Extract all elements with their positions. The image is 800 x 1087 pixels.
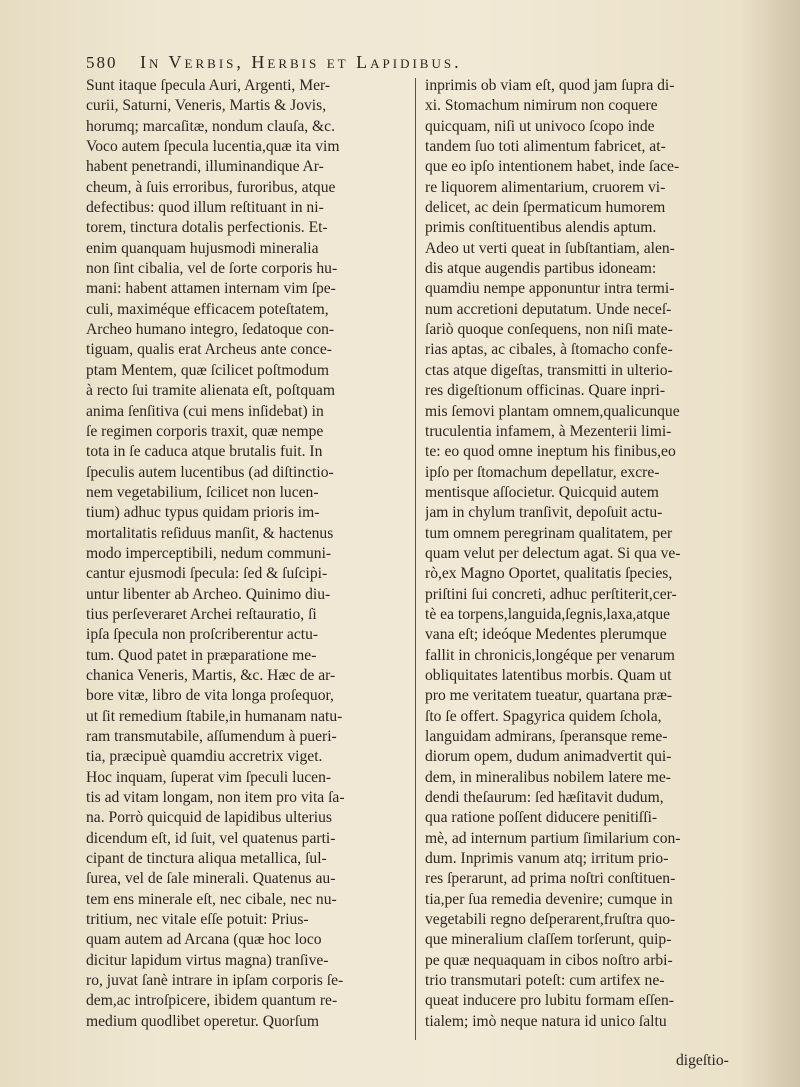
text-line: languidam admirans, ſperansque reme- (425, 728, 668, 745)
text-line: trio transmutari poteſt: cum artifex ne- (425, 972, 665, 990)
text-line: quam autem ad Arcana (quæ hoc loco (86, 931, 322, 949)
catchword: digeſtio- (676, 1052, 729, 1069)
text-line: qua ratione poſſent diducere penitiſſi- (425, 809, 658, 827)
text-line: torem, tinctura dotalis perfectionis. Et- (86, 219, 328, 237)
text-line: mè, ad internum partium ſimilarium con- (425, 829, 681, 847)
text-line: enim quanquam hujusmodi mineralia (86, 239, 319, 257)
right-text-column (425, 76, 725, 1032)
text-line: Sunt itaque ſpecula Auri, Argenti, Mer- (86, 77, 331, 94)
text-line: num accretioni deputatum. Unde neceſ- (425, 300, 672, 318)
left-text-column (86, 76, 410, 1032)
text-line: ut ſit remedium ſtabile,in humanam natu- (86, 707, 343, 725)
text-line: dem, in mineralibus nobilem latere me- (425, 768, 671, 786)
text-line: xi. Stomachum nimirum non coquere (425, 97, 658, 115)
text-line: medium quodlibet operetur. Quorſum (86, 1012, 319, 1030)
text-line: inprimis ob viam eſt, quod jam ſupra di- (425, 77, 675, 94)
text-line: tandem ſuo toti alimentum fabricet, at- (425, 138, 666, 156)
text-line: ſurea, vel de ſale minerali. Quatenus au- (86, 870, 336, 888)
text-line: tritium, nec vitale eſſe potuit: Prius- (86, 911, 309, 929)
text-line: Archeo humano integro, ſedatoque con- (86, 321, 335, 339)
text-line: ptam Mentem, quæ ſcilicet poſtmodum (86, 361, 329, 379)
text-line: tota in ſe caduca atque brutalis fuit. In (86, 443, 323, 461)
text-line: untur libenter ab Archeo. Quinimo diu- (86, 585, 331, 603)
text-line: quam velut per delectum agat. Si qua ve- (425, 544, 681, 562)
text-line: delicet, ac dein ſpermaticum humorem (425, 199, 666, 217)
text-line: vegetabili regno deſperarent,fruſtra quo- (425, 911, 676, 929)
text-line: dicendum eſt, id ſuit, vel quatenus parti- (86, 829, 336, 847)
text-line: nem vegetabilium, ſcilicet non lucen- (86, 483, 319, 501)
text-line: dicitur lapidum virtus magna) tranſive- (86, 951, 329, 969)
text-line: ſariò quoque conſequens, non niſi mate- (425, 321, 673, 339)
text-line: anima ſenſitiva (cui mens inſidebat) in (86, 402, 324, 420)
text-line: tius perſeveraret Archei reſtauratio, ſi (86, 605, 317, 623)
page-edge-shadow (740, 0, 800, 1087)
text-line: horumq; marcaſitæ, nondum clauſa, &c. (86, 117, 336, 135)
text-line: cantur ejusmodi ſpecula: ſed & ſuſcipi- (86, 565, 328, 583)
text-line: tem ens minerale eſt, nec cibale, nec nu- (86, 890, 337, 908)
text-line: dis atque augendis partibus idoneam: (425, 260, 657, 278)
text-line: Adeo ut verti queat in ſubſtantiam, alen- (425, 239, 675, 257)
text-line: jam in chylum tranſivit, depoſuit actu- (425, 504, 663, 522)
text-line: chanica Veneris, Martis, &c. Hæc de ar- (86, 666, 336, 684)
text-line: dum. Inprimis vanum atq; irritum prio- (425, 850, 669, 868)
text-line: que mineralium claſſem torſerunt, quip- (425, 931, 672, 949)
text-line: queat inducere pro lubitu formam eſſen- (425, 992, 674, 1010)
column-divider (415, 78, 416, 1040)
text-line: tia,per ſua remedia devenire; cumque in (425, 890, 673, 908)
text-line: ro, juvat ſanè intrare in ipſam corporis ſe- (86, 972, 344, 990)
text-line: tia, præcipuè quamdiu accretrix viget. (86, 748, 323, 766)
text-line: ctas atque digeſtas, transmitti in ulterio- (425, 361, 673, 379)
text-line: tiguam, qualis erat Archeus ante conce- (86, 341, 332, 359)
text-line: Hoc inquam, ſuperat vim ſpeculi lucen- (86, 768, 332, 786)
text-line: cipant de tinctura aliqua metallica, ſul- (86, 850, 327, 868)
text-line: primis conſtituentibus alendis aptum. (425, 219, 657, 237)
text-line: quicquam, niſi ut univoco ſcopo inde (425, 117, 655, 135)
text-line: mortalitatis reſiduus manſit, & hactenus (86, 524, 334, 542)
text-line: diorum opem, dudum animadvertit qui- (425, 748, 672, 766)
text-line: tum omnem peregrinam qualitatem, per (425, 524, 673, 542)
text-line: modo imperceptibili, nedum communi- (86, 544, 332, 562)
page-number: 580 (86, 53, 118, 72)
text-line: rò,ex Magno Oportet, qualitatis ſpecies, (425, 565, 673, 583)
text-line: pe quæ nequaquam in cibos noſtro arbi- (425, 951, 673, 969)
text-line: tium) adhuc typus quidam prioris im- (86, 504, 320, 522)
text-line: ſto ſe offert. Spagyrica quidem ſchola, (425, 707, 662, 725)
text-line: mani: habent attamen internam vim ſpe- (86, 280, 336, 298)
text-line: mentisque aſſocietur. Quicquid autem (425, 483, 659, 501)
text-line: re liquorem alimentarium, cruorem vi- (425, 178, 666, 196)
page-header (86, 52, 726, 73)
text-line: obliquitates latentibus morbis. Quam ut (425, 666, 672, 684)
text-line: ſpeculis autem lucentibus (ad diſtinctio- (86, 463, 334, 481)
text-line: fallit in chronicis,longéque per venarum (425, 646, 675, 664)
text-line: ſe regimen corporis traxit, quæ nempe (86, 422, 324, 440)
text-line: à recto ſui tramite alienata eſt, poſtquam (86, 382, 335, 400)
text-line: ipſa ſpecula non proſcriberentur actu- (86, 626, 319, 644)
text-line: tum. Quod patet in præparatione me- (86, 646, 317, 664)
text-line: na. Porrò quicquid de lapidibus ulterius (86, 809, 332, 827)
text-line: dendi theſaurum: ſed hæſitavit dudum, (425, 789, 664, 807)
text-line: defectibus: quod illum reſtituant in ni- (86, 199, 324, 217)
text-line: dem,ac introſpicere, ibidem quantum re- (86, 992, 338, 1010)
text-line: rias aptas, ac cibales, à ſtomacho confe- (425, 341, 673, 359)
running-head: In Verbis, Herbis et Lapidibus. (140, 52, 462, 72)
text-line: tialem; imò neque natura id unico ſaltu (425, 1012, 667, 1030)
text-line: tè ea torpens,languida,ſegnis,laxa,atque (425, 605, 671, 623)
text-line: ram transmutabile, aſſumendum à pueri- (86, 728, 337, 745)
text-line: truculentia infamem, à Mezenterii limi- (425, 422, 672, 440)
text-line: priſtini ſui concreti, adhuc perſtiterit,cer- (425, 585, 677, 603)
text-line: mis ſemovi plantam omnem,qualicunque (425, 402, 680, 420)
text-line: res digeſtionum officinas. Quare inpri- (425, 382, 666, 400)
text-line: te: eo quod omne ineptum his finibus,eo (425, 443, 676, 461)
text-line: pro me veritatem tueatur, quartana præ- (425, 687, 673, 705)
text-line: habent penetrandi, illuminandique Ar- (86, 158, 324, 176)
text-line: culi, maximéque efficacem poteſtatem, (86, 300, 329, 318)
text-line: vana eſt; ideóque Medentes plerumque (425, 626, 667, 644)
text-line: quamdiu nempe apponuntur intra termi- (425, 280, 675, 298)
text-line: que eo ipſo intentionem habet, inde ſace- (425, 158, 680, 176)
text-line: Voco autem ſpecula lucentia,quæ ita vim (86, 138, 340, 156)
text-line: ipſo per ſtomachum depellatur, excre- (425, 463, 660, 481)
text-line: bore vitæ, libro de vita longa proſequor, (86, 687, 334, 705)
text-line: non ſint cibalia, vel de ſorte corporis hu- (86, 260, 338, 278)
text-line: res ſperarunt, ad prima noſtri conſtituen- (425, 870, 676, 888)
text-line: cheum, à ſuis erroribus, furoribus, atque (86, 178, 336, 196)
text-line: tis ad vitam longam, non item pro vita ſa- (86, 789, 345, 807)
text-line: curii, Saturni, Veneris, Martis & Jovis, (86, 97, 327, 115)
